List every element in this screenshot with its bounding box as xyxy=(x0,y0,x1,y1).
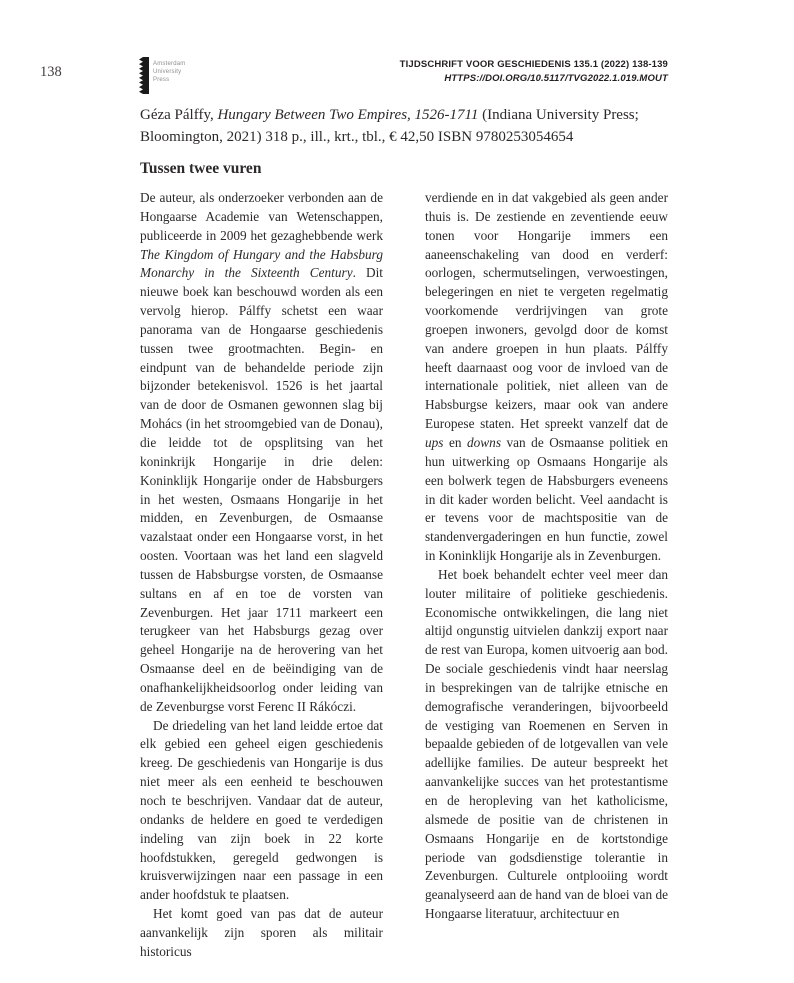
text-segment: Het boek behandelt echter veel meer dan louter militaire of politieke geschiedenis. Economische ontwikkelingen, die lang niet altijd ongunstig uitvielen dankzij export naar de rest van Europa, komen uitvoerig aan bod. De sociale geschiedenis vindt haar neerslag in besprekingen van de talrijke etnische en demografische veranderingen, bijvoorbeeld de vestiging van Roemenen en Serven in bepaalde gebieden of de lotgevallen van vele adellijke families. De auteur bespreekt het aanvankelijke succes van het protestantisme en de heropleving van het katholicisme, alsmede de positie van de christenen in Osmaans Hongarije en de kortstondige periode van godsdienstige tolerantie in Zevenburgen. Culturele ontplooiing wordt geanalyseerd aan de hand van de bloei van de Hongaarse literatuur, architectuur en xyxy=(425,566,668,922)
publisher-name-line: Press xyxy=(153,77,170,83)
aup-logo-icon xyxy=(137,57,149,94)
paragraph xyxy=(140,717,383,905)
paragraph xyxy=(140,905,383,962)
book-citation xyxy=(140,105,670,148)
column-left xyxy=(140,189,383,962)
text-segment: . Dit nieuwe boek kan beschouwd worden als een vervolg hierop. Pálffy schetst een waar panorama van de Hongaarse geschiedenis tussen twee grootmachten. Begin- en eindpunt van de behandelde periode zijn bijzonder betekenisvol. 1526 is het jaartal van de door de Osmanen gewonnen slag bij Mohács (in het stroomgebied van de Donau), die leidde tot de opsplitsing van het koninkrijk Hongarije in drie delen: Koninklijk Hongarije onder de Habsburgers in het westen, Osmaans Hongarije in het midden, en Zevenburgen, de Osmaanse vazalstaat onder een Hongaarse vorst, in het oosten. Voortaan was het land een slagveld tussen de Habsburgse vorsten, de Osmaanse sultans en af en toe de vorsten van Zevenburgen. Het jaar 1711 markeert een terugkeer van het Habsburgs gezag over geheel Hongarije na de herovering van het Osmaanse deel en de beëindiging van de onafhankelijkheidsoorlog onder leiding van de Zevenburgse vorst Ferenc II Rákóczi. xyxy=(140,265,383,714)
text-segment: De driedeling van het land leidde ertoe dat elk gebied een geheel eigen geschiedenis kreeg. De geschiedenis van Hongarije is dus niet meer als een eenheid te beschouwen noch te beschrijven. Vandaar dat de auteur, ondanks de heldere en goed te verdedigen indeling van zijn boek in 22 korte hoofdstukken, geregeld gedwongen is kruisverwijzingen naar een passage in een ander hoofdstuk te plaatsen. xyxy=(140,717,383,903)
text-segment: Het komt goed van pas dat de auteur aanvankelijk zijn sporen als militair historicus xyxy=(140,906,383,959)
paragraph xyxy=(425,189,668,566)
doi-link[interactable]: HTTPS://DOI.ORG/10.5117/TVG2022.1.019.MOUT xyxy=(444,72,668,84)
journal-issue-line: TIJDSCHRIFT VOOR GESCHIEDENIS 135.1 (2022) 138-139 xyxy=(399,59,668,70)
publisher-name-line: University xyxy=(153,69,182,75)
italic-text-segment: Hungary Between Two Empires, 1526-1711 xyxy=(217,107,479,123)
text-segment: verdiende en in dat vakgebied als geen ander thuis is. De zestiende en zeventiende eeuw tonen voor Hongarije immers een aaneenschakeling van dood en verderf: oorlogen, schermutselingen, verwoestingen, belegeringen en niet te vergeten regelmatig voorkomende verdrijvingen van grote groepen inwoners, gevolgd door de komst van andere groepen in hun plaats. Pálffy heeft daarnaast oog voor de invloed van de internationale politiek, niet alleen van de Habsburgse keizers, maar ook van andere Europese staten. Het spreekt vanzelf dat de xyxy=(425,190,668,432)
text-segment: (Indiana University Press; Bloomington, 2021) 318 p., ill., krt., tbl., € 42,50 ISBN 9780253054654 xyxy=(140,107,639,145)
paragraph xyxy=(425,566,668,924)
text-segment: De auteur, als onderzoeker verbonden aan de Hongaarse Academie van Wetenschappen, publiceerde in 2009 het gezaghebbende werk xyxy=(140,190,383,243)
paragraph xyxy=(140,189,383,717)
review-body xyxy=(140,189,668,962)
page-number: 138 xyxy=(40,64,62,80)
text-segment: en xyxy=(443,434,467,450)
italic-text-segment: downs xyxy=(467,434,501,450)
italic-text-segment: ups xyxy=(425,434,444,450)
column-right xyxy=(425,189,668,962)
publisher-name-line: Amsterdam xyxy=(153,61,186,67)
italic-text-segment: The Kingdom of Hungary and the Habsburg Monarchy in the Sixteenth Century xyxy=(140,246,383,281)
publisher-logo xyxy=(137,57,185,94)
journal-header xyxy=(400,58,668,85)
text-segment: van de Osmaanse politiek en hun uitwerking op Osmaans Hongarije als een bolwerk tegen de Habsburgers eveneens in dit kader worden belicht. Veel aandacht is er tevens voor de machtspositie van de standenvergaderingen en hun functie, zowel in Koninklijk Hongarije als in Zevenburgen. xyxy=(425,434,668,564)
text-segment: Géza Pálffy, xyxy=(140,107,218,123)
review-title: Tussen twee vuren xyxy=(140,160,262,177)
publisher-name xyxy=(153,57,185,84)
